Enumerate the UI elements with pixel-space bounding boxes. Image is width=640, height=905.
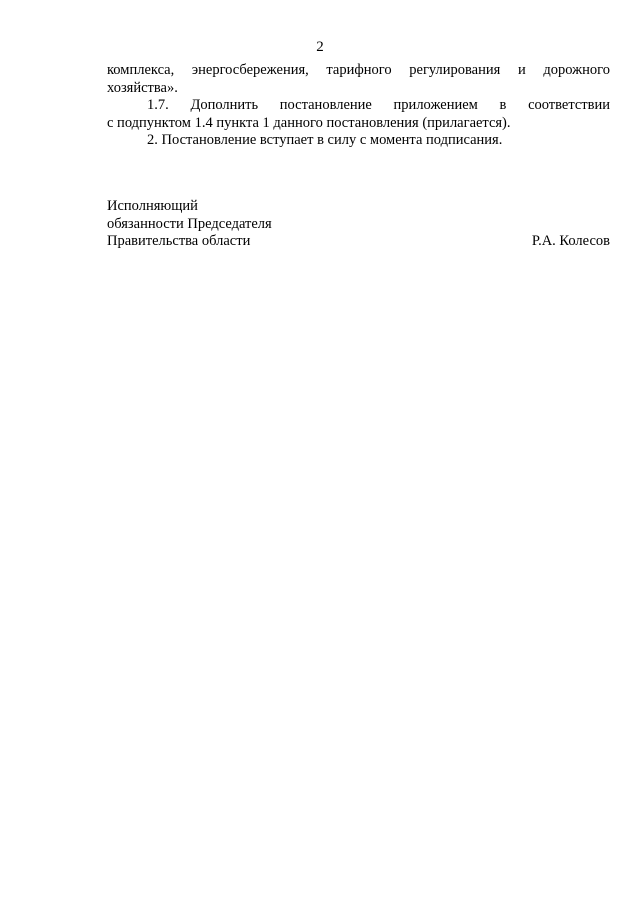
paragraph-continuation-line1: комплекса, энергосбережения, тарифного регулирования и дорожного bbox=[107, 62, 610, 78]
page-number: 2 bbox=[316, 39, 324, 55]
paragraph-item-1-7-line1: 1.7. Дополнить постановление приложением в соответствии bbox=[147, 97, 610, 113]
signatory-title-line1: Исполняющий bbox=[107, 198, 198, 214]
signatory-title-line3: Правительства области bbox=[107, 233, 251, 249]
signature-block bbox=[107, 198, 610, 251]
paragraph-continuation-line2: хозяйства». bbox=[107, 79, 178, 96]
signatory-row bbox=[107, 233, 610, 251]
paragraph-item-2: 2. Постановление вступает в силу с момента подписания. bbox=[147, 132, 503, 148]
document-body bbox=[107, 62, 610, 150]
signatory-title-line2: обязанности Председателя bbox=[107, 215, 272, 232]
signatory-name: Р.А. Колесов bbox=[531, 233, 610, 249]
paragraph-item-1-7-line2: с подпунктом 1.4 пункта 1 данного постановления (прилагается). bbox=[107, 114, 511, 131]
